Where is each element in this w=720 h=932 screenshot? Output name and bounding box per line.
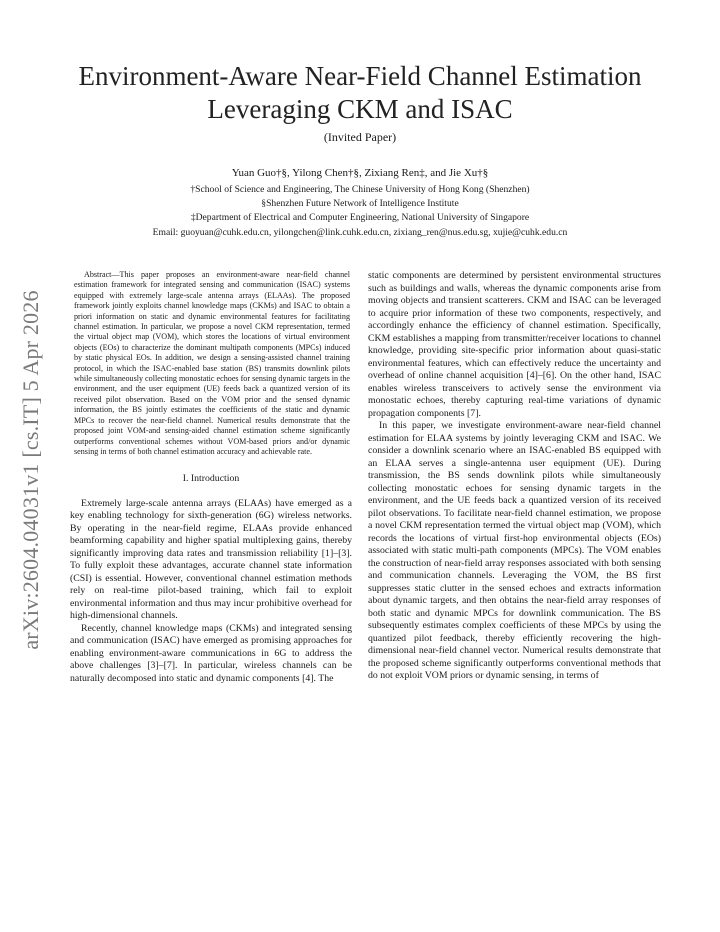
section-heading-introduction: I. Introduction: [182, 473, 240, 485]
left-column: [70, 270, 352, 685]
affiliation-nus: ‡Department of Electrical and Computer Engineering, National University of Singapore: [190, 212, 530, 224]
right-paragraph-1: static components are determined by persistent environmental structures such as buildings and walls, whereas the dynamic components arise from moving objects and transient scatterers. CKM and ISAC can be leveraged to acquire prior information of these two components, respectively, and accordingly enhance the efficiency of channel estimation. Specifically, CKM establishes a mapping from transmitter/receiver locations to channel knowledge, providing site-specific prior information about quasi-static environmental features, which can effectively reduce the uncertainty and overhead of online channel acquisition [4]–[6]. On the other hand, ISAC enables wireless transceivers to actively sense the environment via monostatic echoes, thereby capturing real-time variations of dynamic propagation components [7].: [368, 270, 661, 419]
arxiv-stamp-text: arXiv:2604.04031v1 [cs.IT] 5 Apr 2026: [18, 290, 43, 650]
title-line-2: Leveraging CKM and ISAC: [207, 94, 513, 124]
affiliation-cuhk: †School of Science and Engineering, The Chinese University of Hong Kong (Shenzhen): [190, 184, 530, 195]
author-emails: Email: guoyuan@cuhk.edu.cn, yilongchen@link.cuhk.edu.cn, zixiang_ren@nus.edu.sg, xujie@cuhk.edu.cn: [152, 226, 568, 238]
title-line-1: Environment-Aware Near-Field Channel Estimation: [78, 61, 642, 91]
right-column: [368, 270, 661, 683]
abstract: Abstract—This paper proposes an environment-aware near-field channel estimation framework for integrated sensing and communication (ISAC) systems equipped with extremely large-scale antenna arrays (ELAAs). The proposed framework jointly exploits channel knowledge maps (CKMs) and ISAC to obtain a priori information on static and dynamic environmental features for facilitating channel estimation. In particular, we propose a novel CKM representation, termed the virtual object map (VOM), which stores the locations of virtual environment objects (EOs) to characterize the dominant multipath components (MPCs) induced by static physical EOs. In addition, we design a sensing-assisted channel training protocol, in which the ISAC-enabled base station (BS) transmits downlink pilots while simultaneously collecting monostatic echoes for sensing dynamic targets in the environment, and the user equipment (UE) feeds back a quantized version of its received pilot observation. Based on the VOM prior and the sensed dynamic information, the BS jointly estimates the coefficients of the static and dynamic MPCs to recover the near-field channel. Numerical results demonstrate that the proposed joint VOM-and sensing-aided channel estimation scheme significantly outperforms conventional schemes without VOM-based priors and/or dynamic sensing in terms of both channel estimation accuracy and achievable rate.: [74, 270, 350, 456]
paper-title: [0, 60, 720, 126]
affiliation-fni: §Shenzhen Future Network of Intelligence Institute: [261, 198, 459, 210]
intro-paragraph-2: Recently, channel knowledge maps (CKMs) and integrated sensing and communication (ISAC) have emerged as promising approaches for enabling environment-aware communications in 6G to address the above challenges [3]–[7]. In particular, wireless channels can be naturally decomposed into static and dynamic components [4]. The: [70, 622, 352, 684]
intro-paragraph-1: Extremely large-scale antenna arrays (ELAAs) have emerged as a key enabling technology for sixth-generation (6G) wireless networks. By operating in the near-field regime, ELAAs provide enhanced beamforming capability and higher spatial multiplexing gains, thereby significantly improving data rates and transmission reliability [1]–[3]. To fully exploit these advantages, accurate channel state information (CSI) is essential. However, conventional channel estimation methods rely on real-time pilot-based training, which fail to exploit environmental information and thus may incur prohibitive overhead for high-dimensional channels.: [70, 497, 352, 622]
author-list: Yuan Guo†§, Yilong Chen†§, Zixiang Ren‡, and Jie Xu†§: [231, 167, 489, 179]
invited-note: (Invited Paper): [323, 130, 397, 144]
affiliations: [0, 183, 720, 240]
arxiv-stamp: [2, 270, 60, 670]
right-paragraph-2: In this paper, we investigate environment-aware near-field channel estimation for ELAA systems by jointly leveraging CKM and ISAC. We consider a downlink scenario where an ISAC-enabled BS equipped with an ELAA serves a single-antenna user equipment (UE). During transmission, the BS sends downlink pilots while simultaneously collecting monostatic echoes for sensing dynamic targets in the environment, and the UE feeds back a quantized version of its received pilot observations. To facilitate near-field channel estimation, we propose a novel CKM representation termed the virtual object map (VOM), which records the locations of virtual first-hop environmental objects (EOs) associated with static multi-path components (MPCs). The VOM enables the construction of near-field array responses associated with both sensing and communication channels. Leveraging the VOM, the BS first suppresses static clutter in the sensed echoes and extracts information about dynamic targets, and then obtains the near-field array responses of both static and dynamic MPCs for downlink communication. The BS subsequently estimates complex coefficients of these MPCs by using the quantized pilot feedback, thereby efficiently recovering the high-dimensional near-field channel vector. Numerical results demonstrate that the proposed scheme significantly outperforms conventional methods that do not exploit VOM priors or dynamic sensing, in terms of: [368, 420, 661, 681]
